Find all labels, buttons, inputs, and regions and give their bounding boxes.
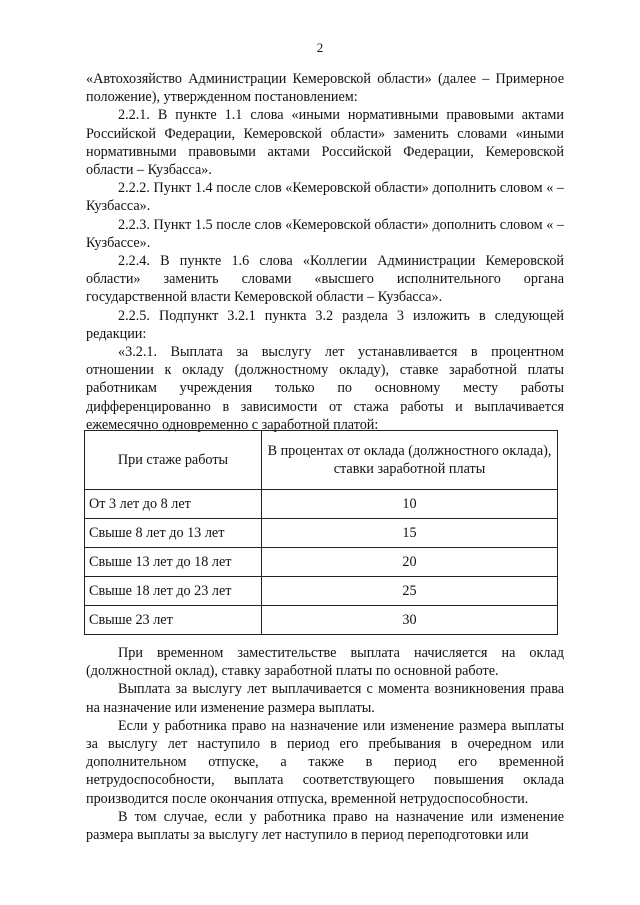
table-row	[85, 519, 558, 548]
paragraph: «Автохозяйство Администрации Кемеровской области» (далее – Примерное положение), утвержденном постановлением:	[86, 71, 564, 106]
header-percent: В процентах от оклада (должностного оклада), ставки заработной платы	[262, 431, 558, 490]
experience-cell: Свыше 23 лет	[85, 606, 262, 635]
table-row	[85, 548, 558, 577]
page-number: 2	[316, 40, 324, 55]
table-row	[85, 490, 558, 519]
body-text-bottom	[86, 644, 564, 844]
percent-cell: 30	[262, 606, 558, 635]
paragraph: Если у работника право на назначение или изменение размера выплаты за выслугу лет наступило в период его пребывания в очередном или дополнительном отпуске, а также в период его временной нетрудоспособности, выплата соответствующего повышения оклада производится после окончания отпуска, временной нетрудоспособности.	[86, 717, 564, 807]
table-row	[85, 577, 558, 606]
experience-cell: Свыше 13 лет до 18 лет	[85, 548, 262, 577]
experience-cell: От 3 лет до 8 лет	[85, 490, 262, 519]
header-experience: При стаже работы	[85, 431, 262, 490]
paragraph: 2.2.3. Пункт 1.5 после слов «Кемеровской области» дополнить словом « – Кузбассе».	[86, 216, 564, 251]
percent-cell: 25	[262, 577, 558, 606]
paragraph: В том случае, если у работника право на назначение или изменение размера выплаты за выслугу лет наступило в период переподготовки или	[86, 808, 564, 844]
table-header-row	[85, 431, 558, 490]
experience-cell: Свыше 8 лет до 13 лет	[85, 519, 262, 548]
body-text-top	[86, 70, 564, 434]
paragraph: 2.2.2. Пункт 1.4 после слов «Кемеровской области» дополнить словом « – Кузбасса».	[86, 180, 564, 215]
paragraph: 2.2.1. В пункте 1.1 слова «иными нормативными правовыми актами Российской Федерации, Кемеровской области» заменить словами «иными нормативными правовыми актами Российской Федерации, Кемеровской области – Кузбасса».	[86, 107, 564, 179]
paragraph: При временном заместительстве выплата начисляется на оклад (должностной оклад), ставку заработной платы по основной работе.	[86, 645, 564, 680]
percent-cell: 15	[262, 519, 558, 548]
paragraph: 2.2.4. В пункте 1.6 слова «Коллегии Администрации Кемеровской области» заменить словами «высшего исполнительного органа государственной власти Кемеровской области – Кузбасса».	[86, 253, 564, 306]
seniority-pay-table	[84, 430, 558, 635]
experience-cell: Свыше 18 лет до 23 лет	[85, 577, 262, 606]
paragraph: «3.2.1. Выплата за выслугу лет устанавливается в процентном отношении к окладу (должностному окладу), ставке заработной платы работникам учреждения только по основному месту работы дифференцированно в зависимости от стажа работы и выплачивается ежемесячно одновременно с заработной платой:	[86, 344, 564, 433]
percent-cell: 10	[262, 490, 558, 519]
paragraph: 2.2.5. Подпункт 3.2.1 пункта 3.2 раздела 3 изложить в следующей редакции:	[86, 307, 564, 342]
paragraph: Выплата за выслугу лет выплачивается с момента возникновения права на назначение или изменение размера выплаты.	[86, 681, 564, 716]
percent-cell: 20	[262, 548, 558, 577]
table-row	[85, 606, 558, 635]
